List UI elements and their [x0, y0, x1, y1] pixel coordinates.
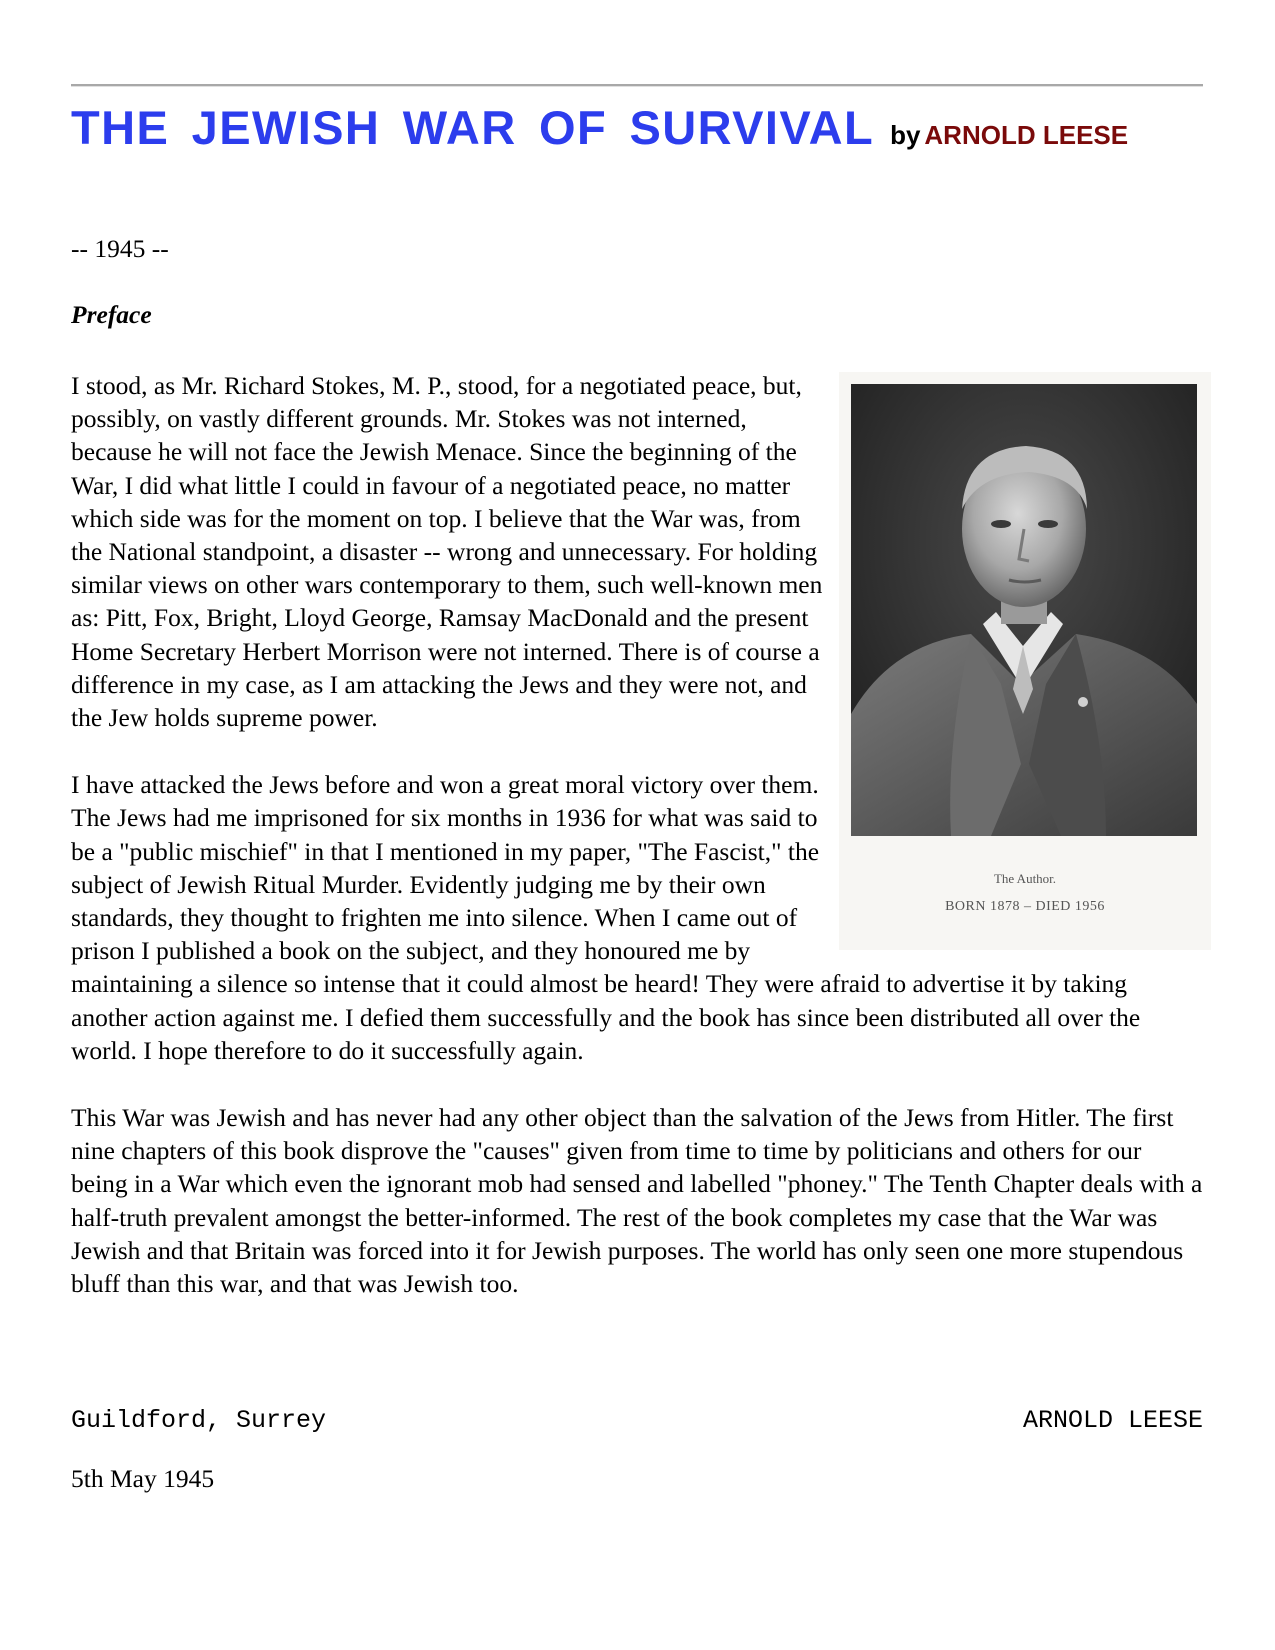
- author-figure: [839, 372, 1211, 950]
- paragraph-1: [71, 369, 1203, 914]
- signoff-name: ARNOLD LEESE: [1022, 1406, 1203, 1435]
- portrait-illustration: [851, 384, 1197, 836]
- paragraph-3: This War was Jewish and has never had any other object than the salvation of the Jews from Hitler. The first nine chapters of this book disprove the "causes" given from time to time by politicians and others for our being in a War which even the ignorant mob had sensed and labelled "phoney." The Tenth Chapter deals with a half-truth prevalent amongst the better-informed. The rest of the book completes my case that the War was Jewish and that Britain was forced into it for Jewish purposes. The world has only seen one more stupendous bluff than this war, and that was Jewish too.: [71, 1103, 1203, 1299]
- preface-heading: Preface: [71, 300, 152, 329]
- author-portrait-photo: [851, 384, 1197, 836]
- title-author-name: ARNOLD LEESE: [924, 120, 1129, 150]
- paragraph-1-text: I stood, as Mr. Richard Stokes, M. P., stood, for a negotiated peace, but, possibly, on vastly different grounds. Mr. Stokes was not interned, because he will not face the Jewish Menace. Since the beginning of the War, I did what little I could in favour of a negotiated peace, no matter which side was for the moment on top. I believe that the War was, from the National standpoint, a disaster -- wrong and unnecessary. For holding similar views on other wars contemporary to them, such well-known men as: Pitt, Fox, Bright, Lloyd George, Ramsay MacDonald and the present Home Secretary Herbert Morrison were not interned. There is of course a difference in my case, as I am attacking the Jews and they were not, and the Jew holds supreme power.: [71, 371, 823, 733]
- book-title: THE JEWISH WAR OF SURVIVAL: [71, 101, 875, 154]
- signoff-row: [71, 1406, 1203, 1438]
- signoff-date: 5th May 1945: [71, 1464, 215, 1493]
- title-row: [71, 100, 1128, 155]
- title-by-word: by: [890, 120, 921, 150]
- preface-body: [71, 369, 1203, 1334]
- figure-caption: The Author.: [993, 871, 1057, 886]
- document-page: [71, 0, 1203, 1650]
- top-horizontal-rule: [71, 84, 1203, 87]
- figure-dates: BORN 1878 – DIED 1956: [945, 899, 1105, 914]
- signoff-place: Guildford, Surrey: [71, 1406, 327, 1435]
- paragraph-2: I have attacked the Jews before and won a great moral victory over them. The Jews had me imprisoned for six months in 1936 for what was said to be a "public mischief" in that I mentioned in my paper, "The Fascist," the subject of Jewish Ritual Murder. Evidently judging me by their own standards, they thought to frighten me into silence. When I came out of prison I published a book on the subject, and they honoured me by maintaining a silence so intense that it could almost be heard! They were afraid to advertise it by taking another action against me. I defied them successfully and the book has since been distributed all over the world. I hope therefore to do it successfully again.: [71, 770, 1141, 1065]
- year-line: -- 1945 --: [71, 234, 169, 263]
